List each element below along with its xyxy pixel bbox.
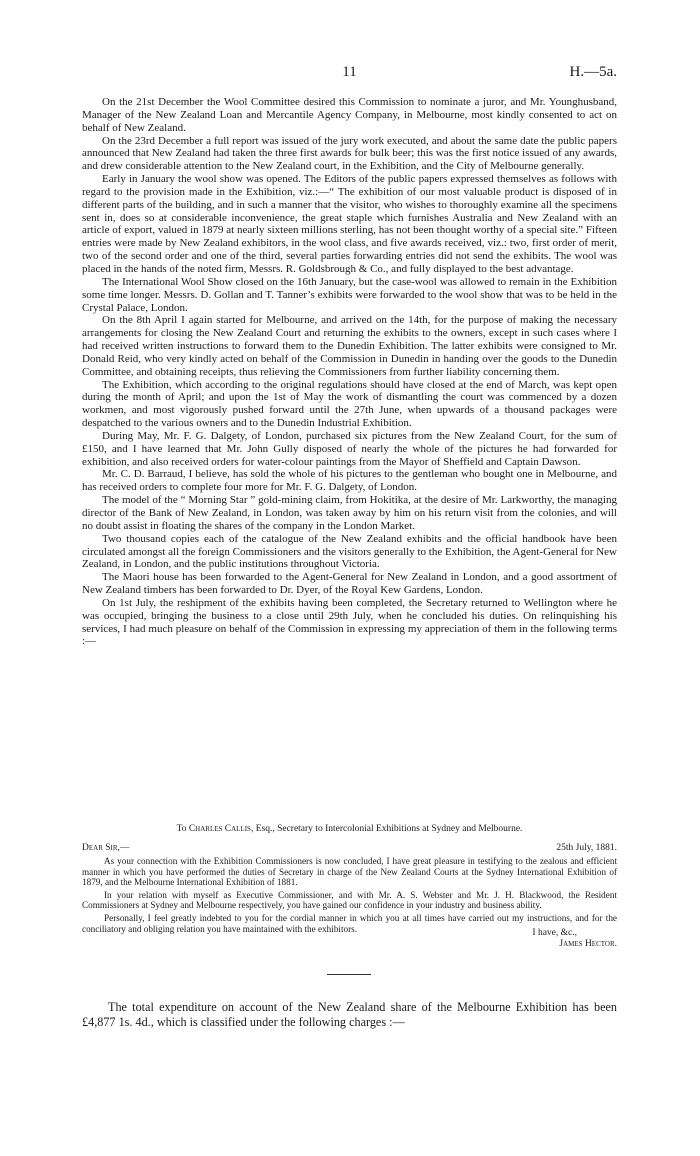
letter-paragraph: In your relation with myself as Executive Commissioner, and with Mr. A. S. Webster and Mr. J. H. Blackwood, the Resident Commissioners at Sydney and Melbourne respectively, you have gained our confidence in your industry and business ability. [82,889,617,911]
addressee-title: , Esq., Secretary to Intercolonial Exhibitions at Sydney and Melbourne. [250,824,523,834]
page-number: 11 [342,64,357,80]
paragraph: The International Wool Show closed on the 16th January, but the case-wool was allowed to remain in the Exhibition some time longer. Messrs. D. Gollan and T. Tanner’s exhibits were forwarded to the wool show that was to be held in the Crystal Palace, London. [82,275,617,314]
letter-salutation: Dear Sir,— [82,843,130,853]
paragraph: On 1st July, the reshipment of the exhibits having been completed, the Secretary returned to Wellington where he was occupied, bringing the business to a close until 29th July, when he concluded his duties. On relinquishing his services, I had much pleasure on behalf of the Commission in expressing my appreciation of them in the following terms :— [82,596,617,648]
letter-addressee [82,824,617,834]
addressee-prefix: To [176,824,187,834]
report-body [82,96,617,648]
closing-phrase: I have, &c., [532,928,577,938]
paragraph: On the 21st December the Wool Committee desired this Commission to nominate a juror, and Mr. Younghusband, Manager of the New Zealand Loan and Mercantile Agency Company, in Melbourne, most kindly consented to act on behalf of New Zealand. [82,96,617,134]
paragraph: The model of the “ Morning Star ” gold-mining claim, from Hokitika, at the desire of Mr. Larkworthy, the managing director of the Bank of New Zealand, in London, was taken away by him on his return visit from the colonies, and will no doubt assist in floating the shares of the company in the London Market. [82,494,617,532]
expenditure-section [82,1000,617,1030]
expenditure-paragraph: The total expenditure on account of the New Zealand share of the Melbourne Exhibition has been £4,877 1s. 4d., which is classified under the following charges :— [82,1000,617,1029]
paragraph: Early in January the wool show was opened. The Editors of the public papers expressed themselves as follows with regard to the provision made in the Exhibition, viz.:—“ The exhibition of our most valuable product is disposed of in different parts of the building, and in such a manner that the visitor, who wishes to thoroughly examine all the specimens sent in, does so at considerable inconvenience, the great staple which furnishes Australia and New Zealand with an article of export, valued in 1879 at nearly sixteen millions sterling, has not been thought worthy of a special site.” Fifteen entries were made by New Zealand exhibitors, in the wool class, and five awards received, viz.: two, first order of merit, two of the second order and one of the third, several parties forwarding entries did not send the exhibits. The wool was placed in the hands of the noted firm, Messrs. R. Goldsbrough & Co., and fully displayed to the best advantage. [82,173,617,275]
paragraph: The Maori house has been forwarded to the Agent-General for New Zealand in London, and a good assortment of New Zealand timbers has been forwarded to Dr. Dyer, of the Royal Kew Gardens, London. [82,571,617,597]
addressee-name: Charles Callis [188,824,251,834]
page-header [82,64,617,84]
paragraph: The Exhibition, which according to the original regulations should have closed at the end of March, was kept open during the month of April; and upon the 1st of May the work of dismantling the court was commenced by a dozen workmen, and most vigorously pushed forward until the 27th June, when upwards of a thousand packages were despatched to the various owners and to the Dunedin Industrial Exhibition. [82,378,617,430]
paragraph: Mr. C. D. Barraud, I believe, has sold the whole of his pictures to the gentleman who bought one in Melbourne, and has received orders to complete four more for Mr. F. G. Dalgety, of London. [82,468,617,494]
document-reference: H.—5a. [569,64,617,80]
letter-date: 25th July, 1881. [556,843,617,853]
paragraph: On the 23rd December a full report was issued of the jury work executed, and about the same date the public papers announced that New Zealand had taken the three first awards for bulk beer; this was the first notice issued of any awards, and drew considerable attention to the New Zealand court, in the Exhibition, and the City of Melbourne generally. [82,134,617,173]
letter-paragraph: Personally, I feel greatly indebted to you for the cordial manner in which you at all times have carried out my instructions, and for the conciliatory and obliging relation you have maintained with the exhibitors. [82,912,617,934]
paragraph: Two thousand copies each of the catalogue of the New Zealand exhibits and the official handbook have been circulated amongst all the foreign Commissioners and the visitors generally to the Exhibition, the Agent-General for New Zealand, in London, and the public institutions throughout Victoria. [82,532,617,571]
letter-paragraph: As your connection with the Exhibition Commissioners is now concluded, I have great pleasure in testifying to the zealous and efficient manner in which you have performed the duties of Secretary in charge of the New Zealand Courts at the Sydney International Exhibition of 1879, and the Melbourne International Exhibition of 1881. [82,856,617,888]
section-divider [327,974,371,975]
letter-body [82,856,617,936]
paragraph: During May, Mr. F. G. Dalgety, of London, purchased six pictures from the New Zealand Court, for the sum of £150, and I have learned that Mr. John Gully disposed of nearly the whole of the pictures he had forwarded for exhibition, and also received orders for water-colour paintings from the Mayor of Sheffield and Captain Dawson. [82,429,617,468]
paragraph: On the 8th April I again started for Melbourne, and arrived on the 14th, for the purpose of making the necessary arrangements for closing the New Zealand Court and returning the exhibits to the owners, except in such cases where I had received written instructions to forward them to the Dunedin Exhibition. The latter exhibits were consigned to Mr. Donald Reid, who very kindly acted on behalf of the Commission in Dunedin in handing over the goods to the Dunedin Committee, and obtaining receipts, thus relieving the Commissioners from further liability concerning them. [82,314,617,378]
signature: James Hector. [559,939,617,949]
letter-closing [82,928,617,950]
